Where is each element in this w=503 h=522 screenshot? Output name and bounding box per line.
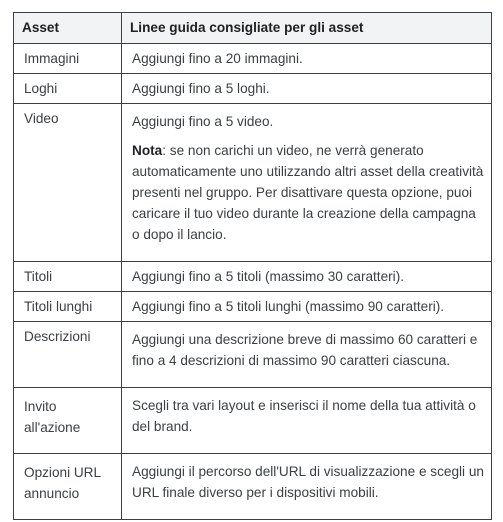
asset-guidelines-table — [13, 12, 492, 520]
asset-guideline: Aggiungi una descrizione breve di massimo 60 caratteri e fino a 4 descrizioni di massimo 90 caratteri ciascuna. — [122, 322, 492, 388]
asset-guideline: Aggiungi fino a 5 titoli lunghi (massimo 90 caratteri). — [122, 292, 492, 322]
table-row — [14, 44, 492, 74]
table-row — [14, 292, 492, 322]
table-row — [14, 322, 492, 388]
asset-guideline: Aggiungi fino a 20 immagini. — [122, 44, 492, 74]
asset-name: Loghi — [14, 74, 122, 104]
asset-guidelines-table-wrapper — [13, 12, 491, 520]
video-note — [132, 140, 485, 245]
table-row — [14, 104, 492, 262]
asset-guideline: Aggiungi fino a 5 video. — [132, 114, 274, 129]
asset-guideline: Aggiungi il percorso dell'URL di visualizzazione e scegli un URL finale diverso per i dispositivi mobili. — [122, 454, 492, 520]
note-label: Nota — [132, 143, 163, 158]
asset-name: Titoli — [14, 262, 122, 292]
asset-name: Titoli lunghi — [14, 292, 122, 322]
note-text: : se non carichi un video, ne verrà generato automaticamente uno utilizzando altri asset della creatività presenti nel gruppo. Per disattivare questa opzione, puoi caricare il tuo video durante la creazione della campagna o dopo il lancio. — [132, 143, 484, 242]
header-guidelines: Linee guida consigliate per gli asset — [122, 13, 492, 44]
asset-name: Immagini — [14, 44, 122, 74]
asset-name: Video — [14, 104, 122, 262]
asset-name: Opzioni URL annuncio — [14, 454, 122, 520]
table-row — [14, 262, 492, 292]
asset-guideline-cell — [122, 104, 492, 262]
asset-name: Invito all'azione — [14, 388, 122, 454]
header-asset: Asset — [14, 13, 122, 44]
asset-guideline: Aggiungi fino a 5 titoli (massimo 30 caratteri). — [122, 262, 492, 292]
table-header-row — [14, 13, 492, 44]
table-row — [14, 74, 492, 104]
asset-guideline: Aggiungi fino a 5 loghi. — [122, 74, 492, 104]
table-row — [14, 388, 492, 454]
asset-name: Descrizioni — [14, 322, 122, 388]
table-row — [14, 454, 492, 520]
asset-guideline: Scegli tra vari layout e inserisci il nome della tua attività o del brand. — [122, 388, 492, 454]
